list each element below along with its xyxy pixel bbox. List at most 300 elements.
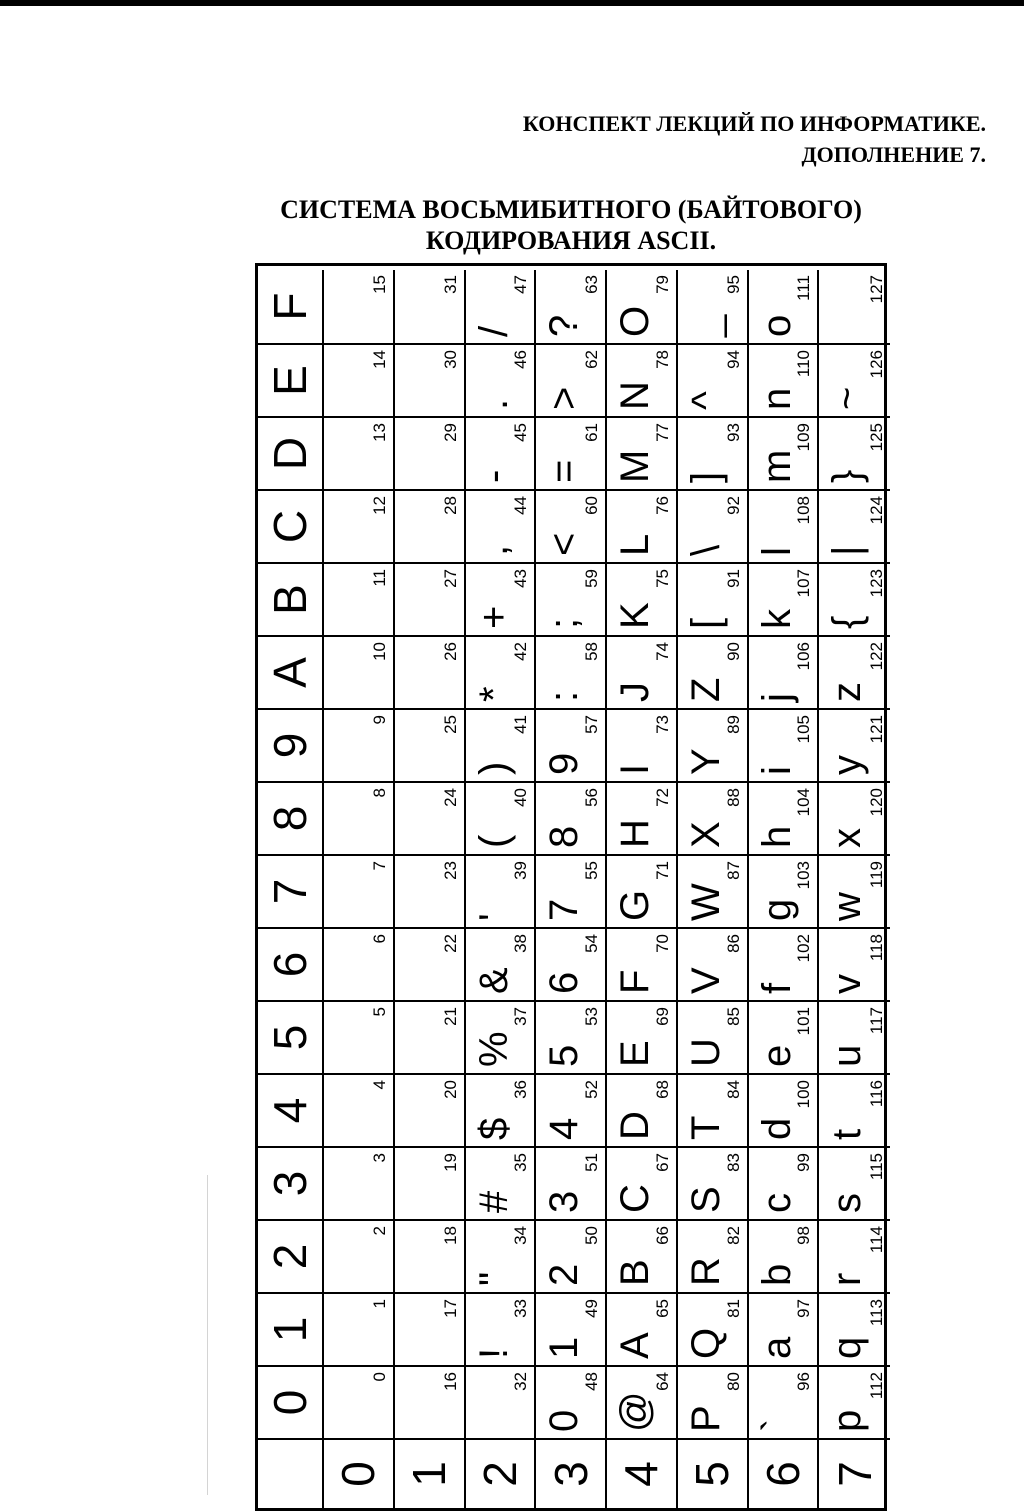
table-cell <box>819 635 890 708</box>
cell-glyph: \ <box>683 544 728 556</box>
cell-code: 28 <box>440 496 460 515</box>
table-cell <box>395 343 466 416</box>
cell-code: 96 <box>794 1372 814 1391</box>
cell-glyph: < <box>542 532 587 556</box>
table-cell <box>749 854 820 927</box>
table-cell <box>678 708 749 781</box>
cell-glyph: J <box>613 682 657 702</box>
cell-code: 104 <box>794 788 814 817</box>
table-cell <box>536 708 607 781</box>
table-cell <box>324 1073 395 1146</box>
table-cell <box>536 854 607 927</box>
table-cell <box>749 1000 820 1073</box>
table-cell <box>536 1365 607 1438</box>
cell-code: 122 <box>867 642 886 671</box>
table-cell <box>607 1146 678 1219</box>
column-header: 0 <box>258 1365 324 1438</box>
table-cell <box>607 781 678 854</box>
cell-code: 91 <box>723 569 743 588</box>
table-cell <box>466 1292 537 1365</box>
table-cell <box>395 562 466 635</box>
table-cell <box>819 270 890 343</box>
cell-code: 108 <box>794 496 814 525</box>
cell-code: 4 <box>369 1080 389 1090</box>
cell-glyph: k <box>754 609 799 629</box>
cell-code: 77 <box>652 423 672 442</box>
table-cell <box>395 1000 466 1073</box>
cell-glyph: G <box>613 889 657 921</box>
table-cell <box>749 708 820 781</box>
cell-code: 117 <box>867 1007 886 1035</box>
table-cell <box>749 927 820 1000</box>
table-cell <box>819 343 890 416</box>
cell-glyph: t <box>825 1128 870 1140</box>
table-cell <box>749 781 820 854</box>
table-cell <box>536 489 607 562</box>
cell-glyph: 9 <box>542 752 587 775</box>
row-header: 1 <box>395 1438 466 1508</box>
cell-code: 13 <box>369 423 389 442</box>
table-cell <box>324 270 395 343</box>
cell-glyph: ! <box>471 1347 516 1359</box>
table-cell <box>607 562 678 635</box>
table-cell <box>678 635 749 708</box>
cell-code: 127 <box>867 275 886 304</box>
table-cell <box>324 343 395 416</box>
table-cell <box>395 708 466 781</box>
cell-code: 44 <box>511 496 531 515</box>
cell-code: 82 <box>723 1226 743 1245</box>
table-cell <box>678 781 749 854</box>
table-cell <box>536 562 607 635</box>
cell-glyph: 7 <box>542 898 587 921</box>
table-cell <box>466 562 537 635</box>
cell-code: 56 <box>582 788 601 807</box>
cell-code: 34 <box>511 1226 531 1245</box>
cell-glyph: y <box>825 755 870 775</box>
cell-glyph: s <box>825 1193 870 1213</box>
table-corner <box>258 1438 324 1508</box>
cell-glyph: > <box>542 386 587 410</box>
table-cell <box>678 343 749 416</box>
table-cell <box>324 1219 395 1292</box>
cell-code: 3 <box>369 1153 389 1163</box>
cell-code: 80 <box>723 1372 743 1391</box>
table-cell <box>395 1219 466 1292</box>
cell-glyph: c <box>754 1193 799 1213</box>
cell-glyph: m <box>754 449 799 483</box>
cell-glyph: A <box>613 1332 657 1359</box>
cell-glyph: U <box>683 1038 728 1067</box>
table-cell <box>678 854 749 927</box>
cell-glyph: b <box>754 1263 799 1286</box>
cell-glyph: ) <box>471 761 516 775</box>
table-cell <box>678 1073 749 1146</box>
cell-code: 6 <box>369 934 389 944</box>
cell-code: 58 <box>582 642 601 661</box>
cell-glyph: d <box>754 1117 799 1140</box>
margin-mark <box>207 1175 208 1495</box>
table-cell <box>678 562 749 635</box>
cell-glyph: w <box>825 892 870 921</box>
cell-code: 8 <box>369 788 389 798</box>
cell-glyph: i <box>754 766 799 775</box>
cell-glyph: P <box>683 1405 728 1432</box>
cell-glyph: 8 <box>542 825 587 848</box>
cell-glyph: l <box>754 547 799 556</box>
cell-code: 90 <box>723 642 743 661</box>
cell-code: 53 <box>582 1007 601 1026</box>
table-cell <box>324 635 395 708</box>
table-cell <box>819 1292 890 1365</box>
cell-glyph: C <box>613 1184 657 1213</box>
table-cell <box>324 927 395 1000</box>
cell-code: 111 <box>794 275 814 301</box>
cell-glyph: x <box>825 828 870 848</box>
cell-glyph: @ <box>613 1391 657 1432</box>
cell-glyph: H <box>613 819 657 848</box>
cell-code: 103 <box>794 861 814 890</box>
cell-code: 119 <box>867 861 886 889</box>
cell-glyph: ` <box>754 1418 799 1432</box>
cell-code: 61 <box>582 423 601 442</box>
cell-code: 105 <box>794 715 814 744</box>
column-header: 4 <box>258 1073 324 1146</box>
table-cell <box>607 854 678 927</box>
cell-code: 107 <box>794 569 814 598</box>
cell-code: 94 <box>723 350 743 369</box>
table-cell <box>607 1219 678 1292</box>
cell-glyph: K <box>613 602 657 629</box>
table-cell <box>324 854 395 927</box>
table-cell <box>324 1292 395 1365</box>
column-header: 2 <box>258 1219 324 1292</box>
column-header: 1 <box>258 1292 324 1365</box>
cell-glyph: S <box>683 1186 728 1213</box>
cell-glyph: M <box>613 449 657 483</box>
table-cell <box>749 635 820 708</box>
column-header: B <box>258 562 324 635</box>
cell-code: 78 <box>652 350 672 369</box>
column-header: D <box>258 416 324 489</box>
cell-code: 43 <box>511 569 531 588</box>
cell-code: 93 <box>723 423 743 442</box>
cell-glyph: 1 <box>542 1336 587 1359</box>
cell-code: 57 <box>582 715 601 734</box>
cell-glyph: F <box>613 969 657 994</box>
cell-code: 124 <box>867 496 886 525</box>
cell-code: 70 <box>652 934 672 953</box>
page-header <box>523 108 986 170</box>
cell-code: 115 <box>867 1153 886 1181</box>
cell-glyph: " <box>471 1271 516 1286</box>
cell-glyph: V <box>683 967 728 994</box>
cell-code: 113 <box>867 1299 886 1327</box>
table-cell <box>749 1073 820 1146</box>
column-header: 6 <box>258 927 324 1000</box>
header-line-2: ДОПОЛНЕНИЕ 7. <box>801 142 986 167</box>
cell-glyph: $ <box>471 1117 516 1140</box>
table-cell <box>466 854 537 927</box>
table-cell <box>466 489 537 562</box>
cell-glyph: e <box>754 1044 799 1067</box>
table-cell <box>324 1146 395 1219</box>
cell-glyph: 4 <box>542 1117 587 1140</box>
cell-glyph: # <box>471 1190 516 1213</box>
cell-code: 26 <box>440 642 460 661</box>
cell-code: 121 <box>867 715 886 744</box>
cell-glyph: , <box>471 544 516 556</box>
cell-glyph: r <box>825 1272 870 1286</box>
row-header: 4 <box>607 1438 678 1508</box>
table-cell <box>749 270 820 343</box>
table-cell <box>395 781 466 854</box>
cell-glyph: ; <box>542 617 587 629</box>
table-cell <box>395 1146 466 1219</box>
table-cell <box>324 1365 395 1438</box>
cell-code: 18 <box>440 1226 460 1245</box>
cell-code: 126 <box>867 350 886 379</box>
table-cell <box>466 270 537 343</box>
cell-code: 75 <box>652 569 672 588</box>
column-header: F <box>258 270 324 343</box>
table-cell <box>607 1073 678 1146</box>
cell-glyph: q <box>825 1336 870 1359</box>
title-line-1: СИСТЕМА ВОСЬМИБИТНОГО (БАЙТОВОГО) <box>280 195 862 224</box>
cell-glyph: [ <box>683 617 728 629</box>
cell-code: 112 <box>867 1372 886 1400</box>
cell-code: 54 <box>582 934 601 953</box>
cell-glyph: a <box>754 1336 799 1359</box>
title-line-2: КОДИРОВАНИЯ ASCII. <box>425 226 717 255</box>
cell-code: 51 <box>582 1153 601 1172</box>
table-cell <box>819 1000 890 1073</box>
cell-code: 35 <box>511 1153 531 1172</box>
cell-code: 45 <box>511 423 531 442</box>
table-cell <box>466 1219 537 1292</box>
cell-code: 85 <box>723 1007 743 1026</box>
row-header: 0 <box>324 1438 395 1508</box>
cell-code: 19 <box>440 1153 460 1172</box>
cell-code: 100 <box>794 1080 814 1109</box>
table-cell <box>466 927 537 1000</box>
table-cell <box>466 343 537 416</box>
cell-glyph: & <box>471 967 516 994</box>
cell-glyph: ] <box>683 471 728 483</box>
table-cell <box>819 1365 890 1438</box>
cell-code: 7 <box>369 861 389 871</box>
table-cell <box>324 1000 395 1073</box>
cell-glyph: O <box>613 305 657 337</box>
ascii-table <box>255 263 887 1511</box>
page-title <box>0 194 1024 256</box>
cell-code: 97 <box>794 1299 814 1318</box>
table-cell <box>536 270 607 343</box>
cell-code: 79 <box>652 275 672 294</box>
table-cell <box>749 1292 820 1365</box>
cell-code: 17 <box>440 1299 460 1318</box>
cell-code: 69 <box>652 1007 672 1026</box>
cell-glyph: ^ <box>683 391 728 410</box>
table-cell <box>678 927 749 1000</box>
cell-code: 48 <box>582 1372 601 1391</box>
cell-glyph: R <box>683 1257 728 1286</box>
cell-code: 52 <box>582 1080 601 1099</box>
table-cell <box>607 927 678 1000</box>
cell-code: 20 <box>440 1080 460 1099</box>
cell-code: 83 <box>723 1153 743 1172</box>
cell-code: 1 <box>369 1299 389 1309</box>
cell-code: 102 <box>794 934 814 963</box>
table-cell <box>466 635 537 708</box>
cell-glyph: Y <box>683 748 728 775</box>
cell-code: 37 <box>511 1007 531 1026</box>
cell-code: 38 <box>511 934 531 953</box>
table-cell <box>678 489 749 562</box>
cell-code: 2 <box>369 1226 389 1236</box>
table-cell <box>819 1146 890 1219</box>
cell-glyph: _ <box>683 314 728 337</box>
table-cell <box>819 927 890 1000</box>
column-header: A <box>258 635 324 708</box>
table-cell <box>536 416 607 489</box>
cell-code: 40 <box>511 788 531 807</box>
cell-code: 15 <box>369 275 389 294</box>
row-header: 3 <box>536 1438 607 1508</box>
cell-code: 36 <box>511 1080 531 1099</box>
table-cell <box>395 635 466 708</box>
cell-glyph: N <box>613 381 657 410</box>
table-cell <box>536 635 607 708</box>
table-cell <box>536 781 607 854</box>
cell-code: 21 <box>440 1007 460 1026</box>
table-cell <box>466 416 537 489</box>
cell-code: 49 <box>582 1299 601 1318</box>
cell-code: 60 <box>582 496 601 515</box>
cell-code: 98 <box>794 1226 814 1245</box>
table-cell <box>395 927 466 1000</box>
cell-code: 47 <box>511 275 531 294</box>
table-cell <box>678 270 749 343</box>
table-cell <box>536 927 607 1000</box>
cell-code: 5 <box>369 1007 389 1017</box>
cell-code: 101 <box>794 1007 814 1036</box>
table-cell <box>607 270 678 343</box>
cell-code: 114 <box>867 1226 886 1254</box>
table-cell <box>536 1292 607 1365</box>
cell-code: 64 <box>652 1372 672 1391</box>
cell-code: 88 <box>723 788 743 807</box>
table-cell <box>678 1219 749 1292</box>
column-header: 7 <box>258 854 324 927</box>
cell-code: 73 <box>652 715 672 734</box>
table-cell <box>395 1073 466 1146</box>
table-cell <box>678 416 749 489</box>
cell-glyph: - <box>471 469 516 483</box>
cell-code: 33 <box>511 1299 531 1318</box>
ascii-grid <box>255 263 887 1511</box>
column-header: E <box>258 343 324 416</box>
cell-glyph: + <box>471 605 516 629</box>
column-header: 3 <box>258 1146 324 1219</box>
cell-code: 25 <box>440 715 460 734</box>
table-cell <box>536 1000 607 1073</box>
table-cell <box>819 854 890 927</box>
table-cell <box>749 1219 820 1292</box>
cell-glyph: { <box>825 615 870 629</box>
cell-code: 27 <box>440 569 460 588</box>
cell-code: 22 <box>440 934 460 953</box>
cell-glyph: . <box>471 398 516 410</box>
cell-glyph: 2 <box>542 1263 587 1286</box>
cell-glyph: | <box>825 545 870 556</box>
header-line-1: КОНСПЕКТ ЛЕКЦИЙ ПО ИНФОРМАТИКЕ. <box>522 111 986 136</box>
cell-code: 32 <box>511 1372 531 1391</box>
table-cell <box>607 635 678 708</box>
cell-glyph: : <box>542 690 587 702</box>
top-rule <box>0 0 1024 6</box>
cell-code: 62 <box>582 350 601 369</box>
cell-glyph: 6 <box>542 971 587 994</box>
row-header: 7 <box>819 1438 890 1508</box>
cell-glyph: ~ <box>825 386 870 410</box>
table-cell <box>819 1219 890 1292</box>
cell-glyph: u <box>825 1044 870 1067</box>
cell-code: 81 <box>723 1299 743 1318</box>
table-cell <box>324 708 395 781</box>
cell-glyph: p <box>825 1409 870 1432</box>
table-cell <box>536 1219 607 1292</box>
cell-code: 0 <box>369 1372 389 1382</box>
table-cell <box>749 562 820 635</box>
cell-code: 120 <box>867 788 886 817</box>
table-cell <box>607 1292 678 1365</box>
cell-glyph: o <box>754 314 799 337</box>
table-cell <box>819 708 890 781</box>
cell-code: 110 <box>794 350 814 378</box>
row-header: 5 <box>678 1438 749 1508</box>
cell-code: 99 <box>794 1153 814 1172</box>
cell-code: 31 <box>440 275 460 294</box>
table-cell <box>536 1146 607 1219</box>
cell-glyph: E <box>613 1040 657 1067</box>
cell-glyph: h <box>754 825 799 848</box>
cell-code: 41 <box>511 715 531 734</box>
table-cell <box>607 489 678 562</box>
table-cell <box>607 708 678 781</box>
cell-glyph: } <box>825 469 870 483</box>
table-cell <box>324 489 395 562</box>
table-cell <box>819 562 890 635</box>
cell-code: 9 <box>369 715 389 725</box>
cell-code: 109 <box>794 423 814 452</box>
cell-code: 10 <box>369 642 389 661</box>
cell-glyph: * <box>471 686 516 702</box>
cell-code: 125 <box>867 423 886 452</box>
cell-glyph: D <box>613 1111 657 1140</box>
cell-code: 92 <box>723 496 743 515</box>
cell-code: 16 <box>440 1372 460 1391</box>
table-cell <box>607 416 678 489</box>
cell-code: 59 <box>582 569 601 588</box>
cell-glyph: ' <box>471 913 516 921</box>
table-cell <box>749 1146 820 1219</box>
cell-code: 14 <box>369 350 389 369</box>
cell-glyph: f <box>754 982 799 994</box>
cell-code: 63 <box>582 275 601 294</box>
cell-code: 84 <box>723 1080 743 1099</box>
cell-code: 65 <box>652 1299 672 1318</box>
